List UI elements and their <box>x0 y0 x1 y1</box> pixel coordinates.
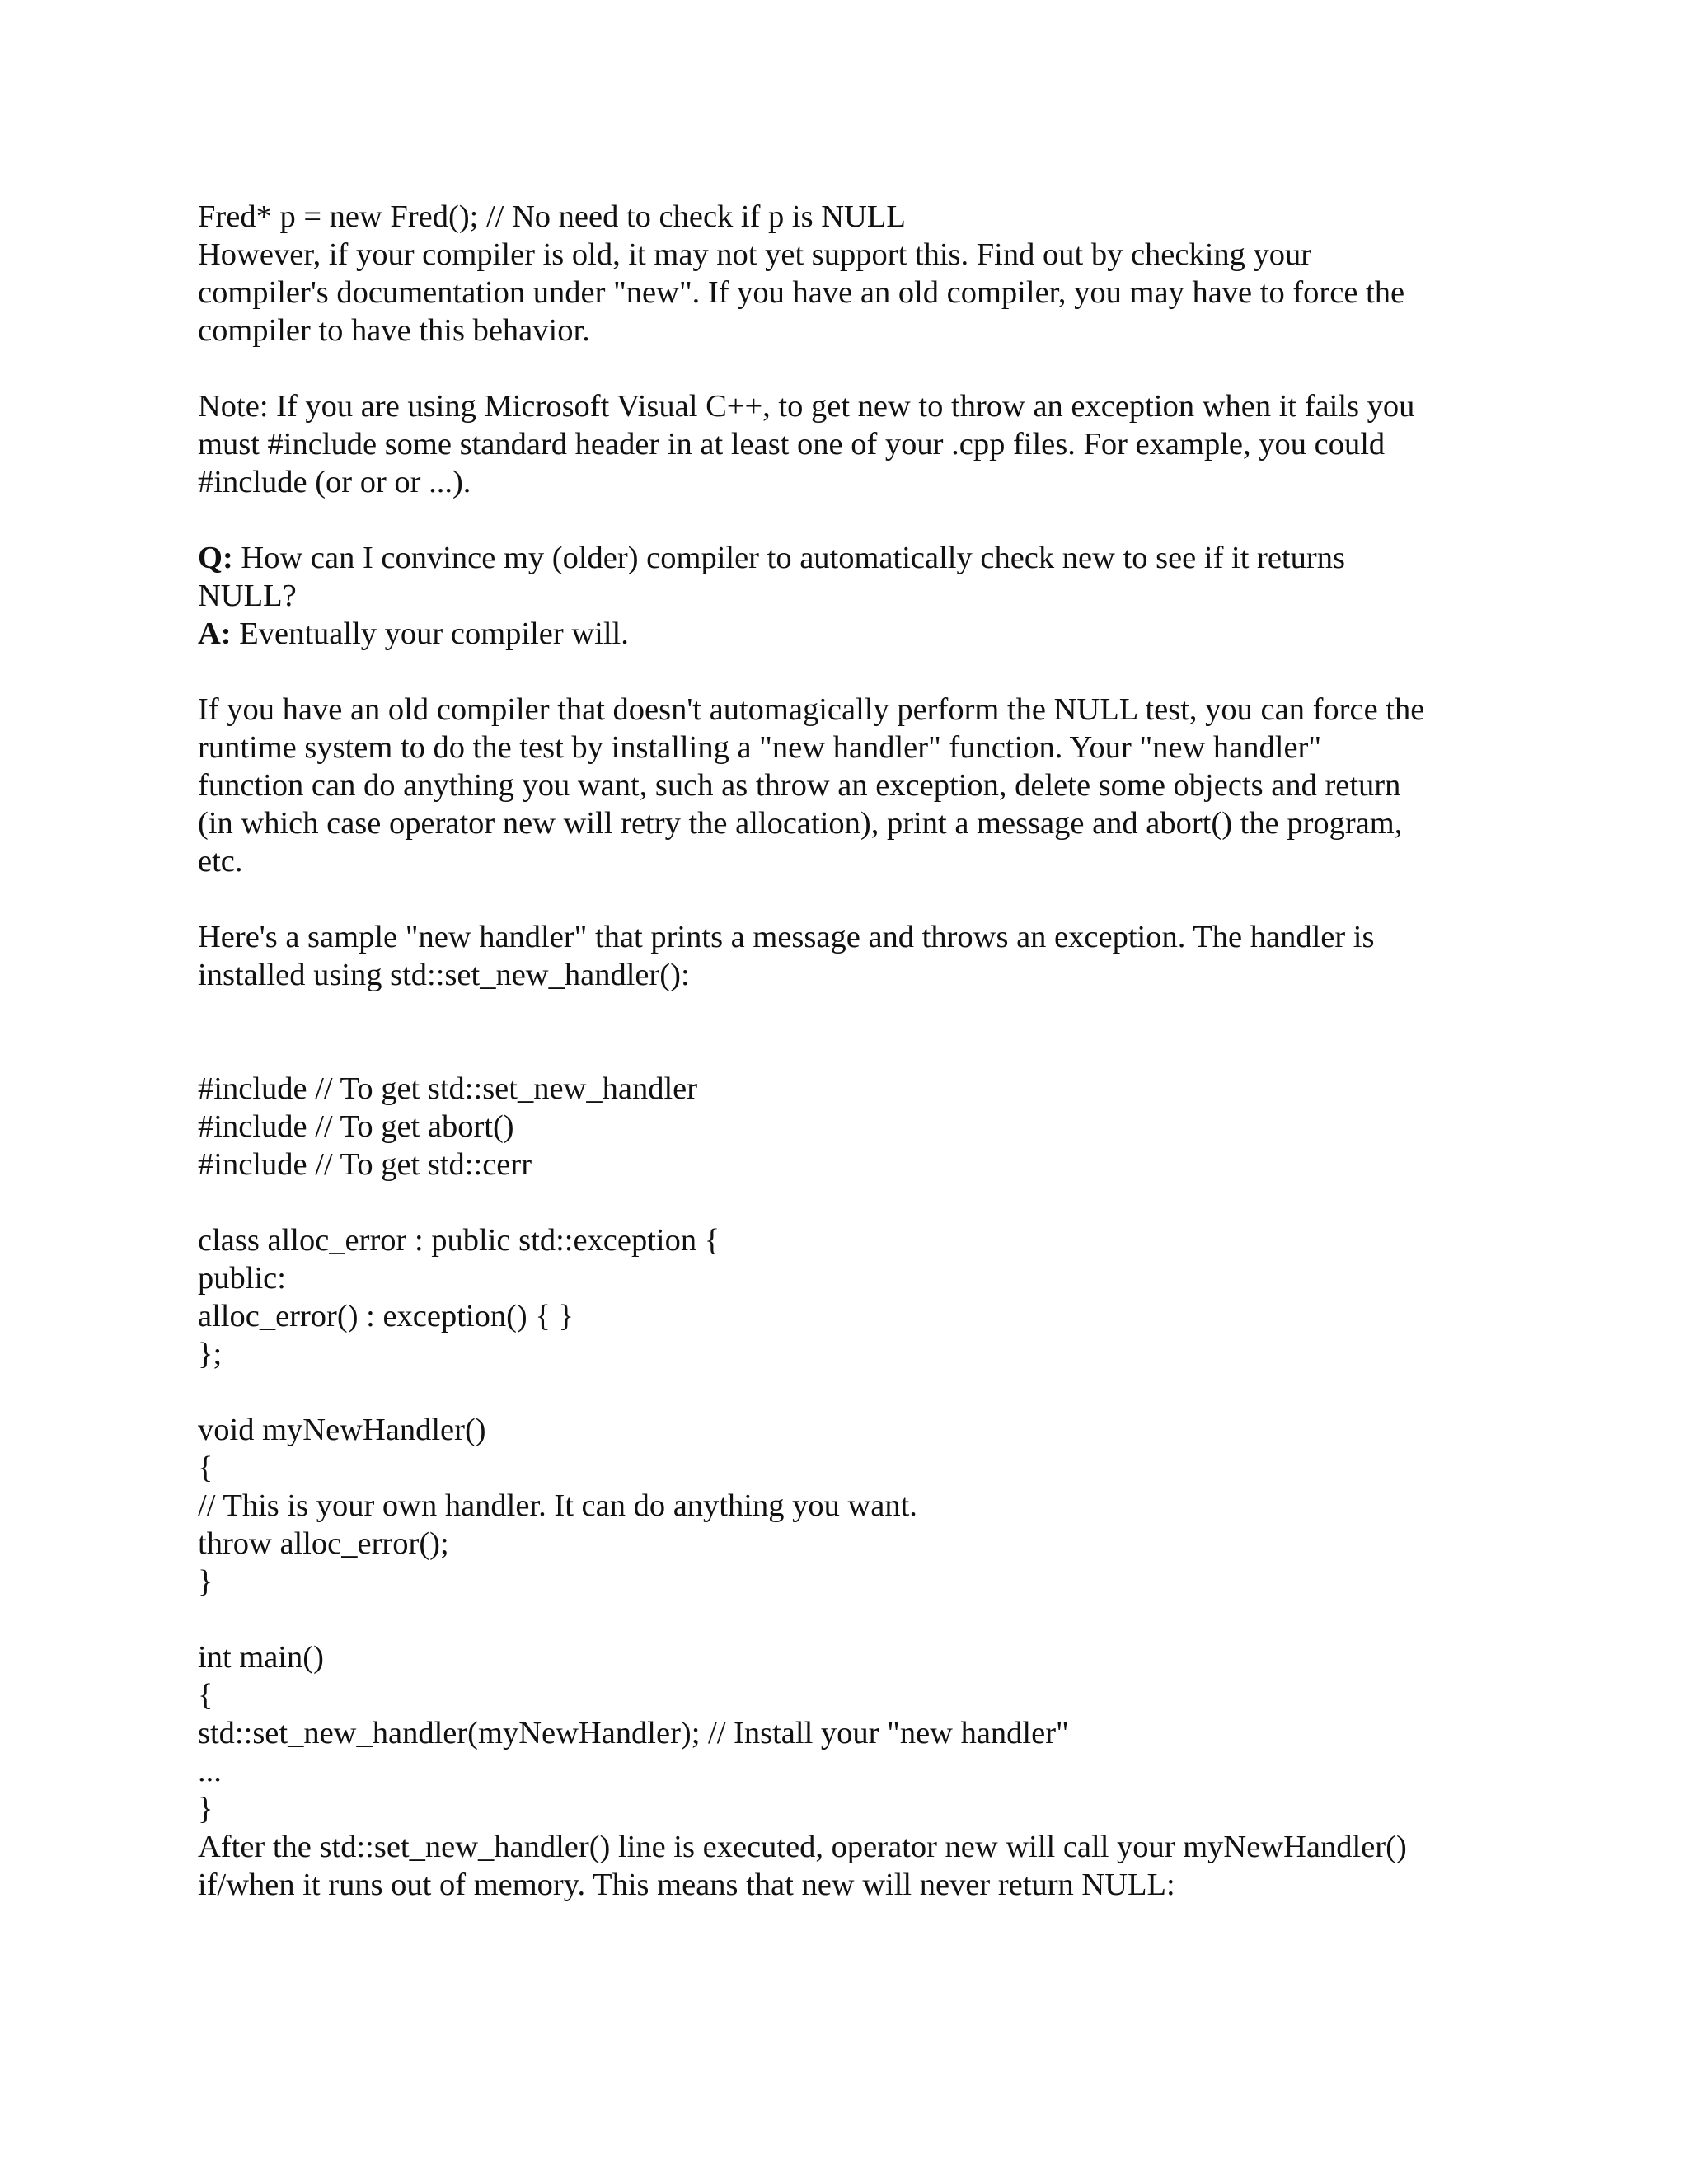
code-line: #include // To get std::set_new_handler <box>198 1071 698 1106</box>
code-line: } <box>198 1792 213 1826</box>
text-line: #include (or or or ...). <box>198 465 471 499</box>
code-line: } <box>198 1564 213 1599</box>
text-line: If you have an old compiler that doesn't automagically perform the NULL test, you can force the <box>198 692 1425 727</box>
code-line: alloc_error() : exception() { } <box>198 1299 574 1333</box>
answer-text: Eventually your compiler will. <box>231 616 629 651</box>
code-line: class alloc_error : public std::exception { <box>198 1223 720 1258</box>
paragraph-new-handler <box>198 691 1517 880</box>
code-line: throw alloc_error(); <box>198 1526 449 1561</box>
text-line: Here's a sample "new handler" that prints a message and throws an exception. The handler is <box>198 920 1375 954</box>
text-line: After the std::set_new_handler() line is executed, operator new will call your myNewHandler() <box>198 1830 1407 1864</box>
text-line: compiler's documentation under "new". If you have an old compiler, you may have to force the <box>198 275 1405 310</box>
text-line: However, if your compiler is old, it may not yet support this. Find out by checking your <box>198 237 1312 272</box>
text-line: function can do anything you want, such as throw an exception, delete some objects and return <box>198 768 1401 803</box>
text-line: etc. <box>198 844 243 879</box>
code-line: ... <box>198 1754 222 1788</box>
text-line: must #include some standard header in at least one of your .cpp files. For example, you could <box>198 427 1386 462</box>
answer-line <box>198 615 1517 653</box>
question-text: How can I convince my (older) compiler to automatically check new to see if it returns <box>232 541 1345 575</box>
code-line: #include // To get abort() <box>198 1109 514 1144</box>
paragraph-after-install <box>198 1828 1517 1904</box>
code-line: void myNewHandler() <box>198 1413 486 1447</box>
text-line: Note: If you are using Microsoft Visual C++, to get new to throw an exception when it fails you <box>198 389 1415 424</box>
document-body <box>198 198 1517 1904</box>
code-line: { <box>198 1451 213 1485</box>
answer-label: A: <box>198 616 232 651</box>
text-line: (in which case operator new will retry the allocation), print a message and abort() the program, <box>198 806 1403 841</box>
text-line: if/when it runs out of memory. This means that new will never return NULL: <box>198 1868 1175 1902</box>
code-line: public: <box>198 1261 286 1296</box>
question-label: Q: <box>198 541 233 575</box>
paragraph-compiler-support <box>198 198 1517 349</box>
question-text-cont: NULL? <box>198 579 297 613</box>
question-answer <box>198 539 1517 653</box>
text-line: compiler to have this behavior. <box>198 313 590 348</box>
code-line: }; <box>198 1337 223 1371</box>
code-line: std::set_new_handler(myNewHandler); // Install your "new handler" <box>198 1716 1069 1750</box>
text-line: runtime system to do the test by installing a "new handler" function. Your "new handler" <box>198 730 1322 765</box>
question-line <box>198 539 1517 577</box>
code-sample <box>198 1070 1517 1828</box>
code-line: { <box>198 1678 213 1713</box>
paragraph-note <box>198 387 1517 501</box>
code-line: // This is your own handler. It can do anything you want. <box>198 1488 917 1523</box>
text-line: Fred* p = new Fred(); // No need to check if p is NULL <box>198 199 906 234</box>
code-line: int main() <box>198 1640 324 1675</box>
paragraph-sample-handler <box>198 918 1517 994</box>
code-line: #include // To get std::cerr <box>198 1147 532 1182</box>
text-line: installed using std::set_new_handler(): <box>198 958 690 992</box>
